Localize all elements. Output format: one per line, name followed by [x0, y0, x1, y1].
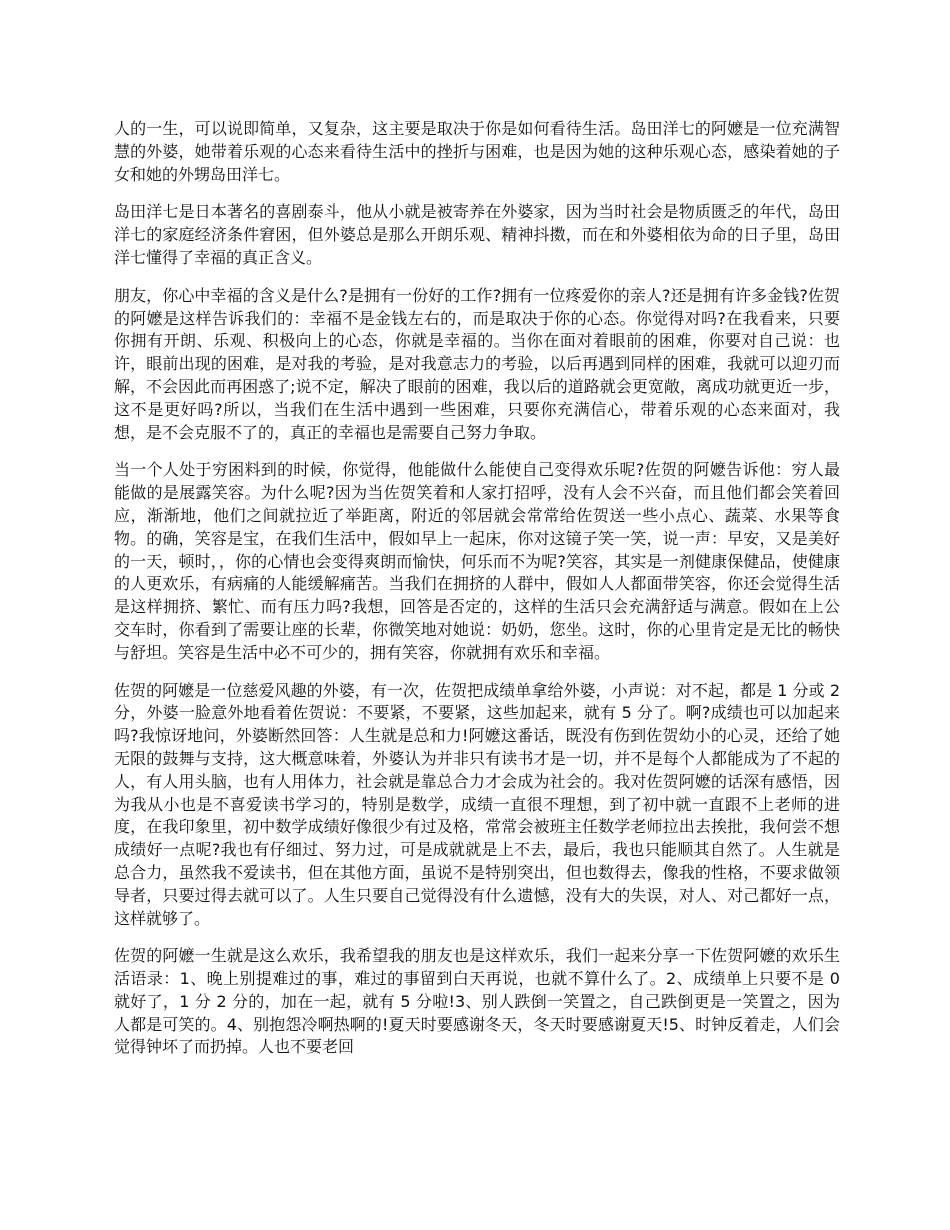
paragraph-3: 朋友，你心中幸福的含义是什么?是拥有一份好的工作?拥有一位疼爱你的亲人?还是拥有许多金钱?佐贺的阿嬷是这样告诉我们的：幸福不是金钱左右的，而是取决于你的心态。你觉得对吗?在我看来，只要你拥有开朗、乐观、积极向上的心态，你就是幸福的。当你在面对着眼前的困难，你要对自己说：也许，眼前出现的困难，是对我的考验，是对我意志力的考验，以后再遇到同样的困难，我就可以迎刃而解，不会因此而再困惑了;说不定，解决了眼前的困难，我以后的道路就会更宽敞，离成功就更近一步，这不是更好吗?所以，当我们在生活中遇到一些困难，只要你充满信心，带着乐观的心态来面对，我想，是不会克服不了的，真正的幸福也是需要自己努力争取。 [114, 285, 840, 442]
paragraph-6: 佐贺的阿嬷一生就是这么欢乐，我希望我的朋友也是这样欢乐，我们一起来分享一下佐贺阿嬷的欢乐生活语录：1、晚上别提难过的事，难过的事留到白天再说，也就不算什么了。2、成绩单上只要不是 0 就好了，1 分 2 分的，加在一起，就有 5 分啦!3、别人跌倒一笑置之，自己跌倒更是一笑置之，因为人都是可笑的。4、别抱怨冷啊热啊的!夏天时要感谢冬天，冬天时要感谢夏天!5、时钟反着走，人们会觉得钟坏了而扔掉。人也不要老回 [114, 946, 840, 1057]
paragraph-4: 当一个人处于穷困料到的时候，你觉得，他能做什么能使自己变得欢乐呢?佐贺的阿嬷告诉他：穷人最能做的是展露笑容。为什么呢?因为当佐贺笑着和人家打招呼，没有人会不兴奋，而且他们都会笑着回应，渐渐地，他们之间就拉近了举距离，附近的邻居就会常常给佐贺送一些小点心、蔬菜、水果等食物。的确，笑容是宝，在我们生活中，假如早上一起床，你对这镜子笑一笑，说一声：早安，又是美好的一天，顿时，，你的心情也会变得爽朗而愉快，何乐而不为呢?笑容，其实是一剂健康保健品，使健康的人更欢乐，有病痛的人能缓解痛苦。当我们在拥挤的人群中，假如人人都面带笑容，你还会觉得生活是这样拥挤、繁忙、而有压力吗?我想，回答是否定的，这样的生活只会充满舒适与满意。假如在上公交车时，你看到了需要让座的长辈，你微笑地对她说：奶奶，您坐。这时，你的心里肯定是无比的畅快与舒坦。笑容是生活中必不可少的，拥有笑容，你就拥有欢乐和幸福。 [114, 460, 840, 662]
document-page [114, 118, 840, 1230]
paragraph-1: 人的一生，可以说即简单，又复杂，这主要是取决于你是如何看待生活。岛田洋七的阿嬷是一位充满智慧的外婆，她带着乐观的心态来看待生活中的挫折与困难，也是因为她的这种乐观心态，感染着她的子女和她的外甥岛田洋七。 [114, 119, 840, 184]
paragraph-2: 岛田洋七是日本著名的喜剧泰斗，他从小就是被寄养在外婆家，因为当时社会是物质匮乏的年代，岛田洋七的家庭经济条件窘困，但外婆总是那么开朗乐观、精神抖擞，而在和外婆相依为命的日子里，岛田洋七懂得了幸福的真正含义。 [114, 202, 840, 267]
paragraph-5: 佐贺的阿嬷是一位慈爱风趣的外婆，有一次，佐贺把成绩单拿给外婆，小声说：对不起，都是 1 分或 2 分，外婆一脸意外地看着佐贺说：不要紧，不要紧，这些加起来，就有 5 分了。啊?成绩也可以加起来吗?我惊讶地问，外婆断然回答：人生就是总和力!阿嬷这番话，既没有伤到佐贺幼小的心灵，还给了她无限的鼓舞与支持，这大概意味着，外婆认为并非只有读书才是一切，并不是每个人都能成为了不起的人，有人用头脑，也有人用体力，社会就是靠总合力才会成为社会的。我对佐贺阿嬷的话深有感悟，因为我从小也是不喜爱读书学习的，特别是数学，成绩一直很不理想，到了初中就一直跟不上老师的进度，在我印象里，初中数学成绩好像很少有过及格，常常会被班主任数学老师拉出去挨批，我何尝不想成绩好一点呢?我也有仔细过、努力过，可是成就就是上不去，最后，我也只能顺其自然了。人生就是总合力，虽然我不爱读书，但在其他方面，虽说不是特别突出，但也数得去，像我的性格，不要求做领导者，只要过得去就可以了。人生只要自己觉得没有什么遗憾，没有大的失误，对人、对己都好一点，这样就够了。 [114, 680, 840, 928]
